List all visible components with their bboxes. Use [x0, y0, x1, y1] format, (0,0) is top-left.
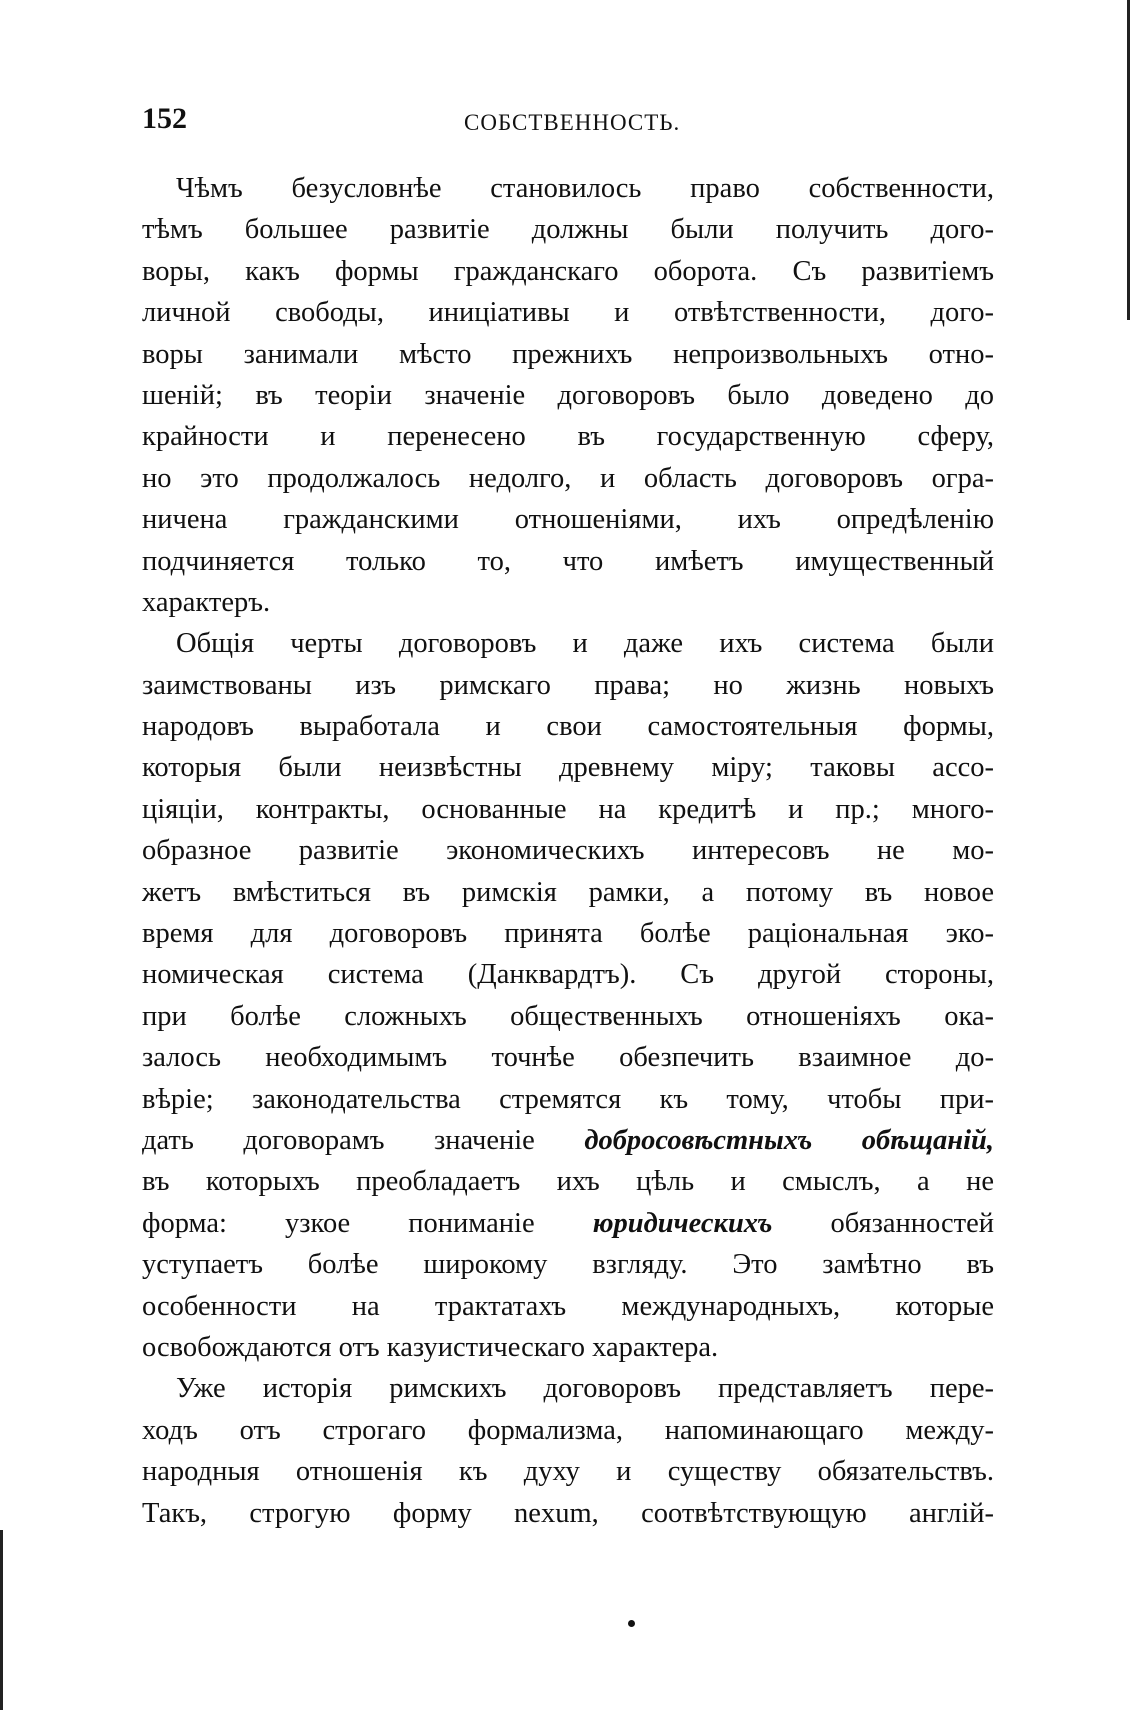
italic-phrase: юридическихъ: [592, 1207, 773, 1239]
paragraph-1: [142, 168, 994, 623]
text-line: подчиняется только то, что имѣетъ имущественный: [142, 545, 994, 577]
text-line-with-italic: [142, 1120, 994, 1161]
text-line: народовъ выработала и свои самостоятельныя формы,: [142, 711, 994, 743]
line-text: дать договорамъ значеніе: [142, 1124, 535, 1156]
text-line: характеръ.: [142, 586, 271, 618]
text-line: народныя отношенія къ духу и существу обязательствъ.: [142, 1456, 994, 1488]
text-line: освобождаются отъ казуистическаго характера.: [142, 1331, 719, 1363]
text-line: Такъ, строгую форму nexum, соотвѣтствующую англій-: [142, 1497, 994, 1529]
paragraph-2: [142, 623, 994, 1368]
text-line: шеній; въ теоріи значеніе договоровъ было доведено до: [142, 379, 994, 411]
text-line: Чѣмъ безусловнѣе становилось право собственности,: [176, 173, 994, 204]
paragraph-3: [142, 1368, 994, 1534]
italic-phrase: добросовѣстныхъ обѣщаній,: [584, 1124, 994, 1156]
text-line: ціяціи, контракты, основанные на кредитѣ и пр.; много-: [142, 793, 994, 825]
page-header: [142, 102, 994, 142]
text-line: при болѣе сложныхъ общественныхъ отношеніяхъ ока-: [142, 1000, 994, 1032]
text-line: крайности и перенесено въ государственную сферу,: [142, 421, 994, 453]
text-line: особенности на трактатахъ международныхъ, которые: [142, 1290, 994, 1322]
ink-dot: [628, 1620, 635, 1627]
text-line: заимствованы изъ римскаго права; но жизнь новыхъ: [142, 669, 994, 701]
text-line: но это продолжалось недолго, и область договоровъ огра-: [142, 462, 994, 494]
text-line: которыя были неизвѣстны древнему міру; таковы ассо-: [142, 752, 994, 784]
text-line: Общія черты договоровъ и даже ихъ система были: [176, 628, 994, 660]
running-title: СОБСТВЕННОСТЬ.: [464, 110, 681, 135]
body-text: [142, 168, 994, 1534]
text-line: ничена гражданскими отношеніями, ихъ опредѣленію: [142, 504, 994, 536]
scan-edge-line-right: [1127, 0, 1130, 320]
text-line: номическая система (Данквардтъ). Съ другой стороны,: [142, 959, 994, 991]
text-line-with-italic: [142, 1203, 994, 1244]
text-line: воры, какъ формы гражданскаго оборота. Съ развитіемъ: [142, 255, 994, 287]
scan-edge-line-left: [0, 1530, 3, 1710]
text-line: тѣмъ большее развитіе должны были получить дого-: [142, 214, 994, 246]
text-line: уступаетъ болѣе широкому взгляду. Это замѣтно въ: [142, 1249, 994, 1281]
page-number: 152: [142, 102, 187, 135]
text-line: Уже исторія римскихъ договоровъ представляетъ пере-: [176, 1373, 994, 1405]
text-line: образное развитіе экономическихъ интересовъ не мо-: [142, 835, 994, 867]
text-line: воры занимали мѣсто прежнихъ непроизвольныхъ отно-: [142, 338, 994, 370]
line-text: обязанностей: [830, 1207, 995, 1239]
text-line: ходъ отъ строгаго формализма, напоминающаго между-: [142, 1414, 994, 1446]
text-line: залось необходимымъ точнѣе обезпечить взаимное до-: [142, 1042, 994, 1074]
line-text: форма: узкое пониманіе: [142, 1207, 535, 1239]
text-line: вѣріе; законодательства стремятся къ тому, чтобы при-: [142, 1083, 994, 1115]
text-line: жетъ вмѣститься въ римскія рамки, а потому въ новое: [142, 876, 994, 908]
text-line: личной свободы, иниціативы и отвѣтственности, дого-: [142, 297, 994, 329]
text-line: время для договоровъ принята болѣе раціональная эко-: [142, 918, 994, 950]
text-line: въ которыхъ преобладаетъ ихъ цѣль и смыслъ, а не: [142, 1166, 994, 1198]
